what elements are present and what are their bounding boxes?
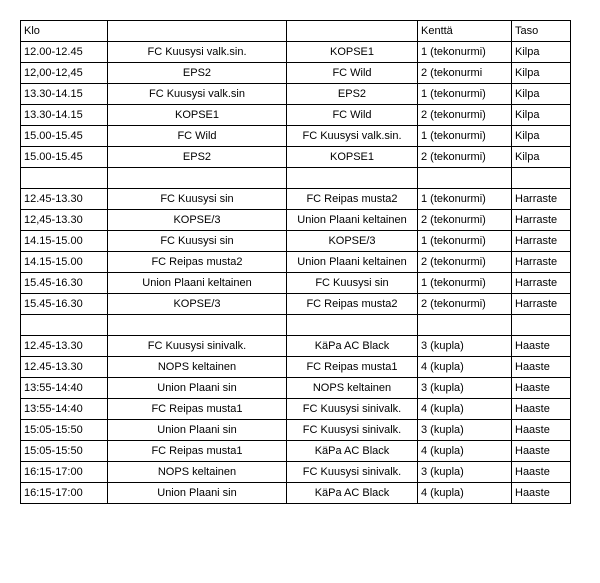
cell-field: 3 (kupla) bbox=[418, 336, 512, 357]
header-field: Kenttä bbox=[418, 21, 512, 42]
cell-field: 2 (tekonurmi) bbox=[418, 252, 512, 273]
cell-home-team bbox=[108, 168, 287, 189]
cell-home-team: Union Plaani sin bbox=[108, 420, 287, 441]
cell-time: 12.45-13.30 bbox=[21, 336, 108, 357]
cell-field: 1 (tekonurmi) bbox=[418, 231, 512, 252]
cell-level: Haaste bbox=[512, 462, 571, 483]
cell-time: 15.45-16.30 bbox=[21, 294, 108, 315]
cell-level: Haaste bbox=[512, 441, 571, 462]
separator-row bbox=[21, 315, 571, 336]
cell-time: 13:55-14:40 bbox=[21, 399, 108, 420]
cell-field: 4 (kupla) bbox=[418, 441, 512, 462]
table-row bbox=[21, 294, 571, 315]
cell-away-team: KäPa AC Black bbox=[287, 441, 418, 462]
schedule-body bbox=[21, 21, 571, 504]
cell-time: 14.15-15.00 bbox=[21, 252, 108, 273]
cell-home-team: FC Kuusysi sin bbox=[108, 231, 287, 252]
cell-home-team: FC Kuusysi sinivalk. bbox=[108, 336, 287, 357]
cell-field: 2 (tekonurmi) bbox=[418, 105, 512, 126]
cell-time: 12.00-12.45 bbox=[21, 42, 108, 63]
separator-row bbox=[21, 168, 571, 189]
cell-home-team: FC Kuusysi sin bbox=[108, 189, 287, 210]
cell-home-team: FC Reipas musta2 bbox=[108, 252, 287, 273]
cell-time: 14.15-15.00 bbox=[21, 231, 108, 252]
cell-field: 1 (tekonurmi) bbox=[418, 189, 512, 210]
cell-field: 3 (kupla) bbox=[418, 462, 512, 483]
cell-away-team: KäPa AC Black bbox=[287, 336, 418, 357]
cell-time bbox=[21, 315, 108, 336]
header-away bbox=[287, 21, 418, 42]
cell-away-team: KOPSE1 bbox=[287, 42, 418, 63]
cell-time: 12.45-13.30 bbox=[21, 189, 108, 210]
cell-field: 1 (tekonurmi) bbox=[418, 42, 512, 63]
cell-level: Harraste bbox=[512, 273, 571, 294]
cell-home-team: FC Kuusysi valk.sin bbox=[108, 84, 287, 105]
cell-level: Kilpa bbox=[512, 42, 571, 63]
table-row bbox=[21, 273, 571, 294]
cell-away-team bbox=[287, 315, 418, 336]
cell-time bbox=[21, 168, 108, 189]
cell-time: 12.45-13.30 bbox=[21, 357, 108, 378]
cell-time: 13.30-14.15 bbox=[21, 84, 108, 105]
cell-level: Harraste bbox=[512, 231, 571, 252]
cell-away-team: FC Wild bbox=[287, 105, 418, 126]
cell-home-team: NOPS keltainen bbox=[108, 357, 287, 378]
cell-time: 15:05-15:50 bbox=[21, 420, 108, 441]
cell-home-team: Union Plaani keltainen bbox=[108, 273, 287, 294]
cell-away-team: KäPa AC Black bbox=[287, 483, 418, 504]
table-row bbox=[21, 147, 571, 168]
cell-time: 15:05-15:50 bbox=[21, 441, 108, 462]
cell-level: Kilpa bbox=[512, 105, 571, 126]
cell-home-team: NOPS keltainen bbox=[108, 462, 287, 483]
cell-level bbox=[512, 168, 571, 189]
cell-home-team: Union Plaani sin bbox=[108, 483, 287, 504]
cell-away-team: NOPS keltainen bbox=[287, 378, 418, 399]
cell-home-team: EPS2 bbox=[108, 147, 287, 168]
cell-field: 4 (kupla) bbox=[418, 357, 512, 378]
cell-field: 2 (tekonurmi bbox=[418, 63, 512, 84]
table-row bbox=[21, 462, 571, 483]
table-row bbox=[21, 357, 571, 378]
cell-away-team: FC Reipas musta1 bbox=[287, 357, 418, 378]
cell-field bbox=[418, 315, 512, 336]
header-home bbox=[108, 21, 287, 42]
cell-field: 2 (tekonurmi) bbox=[418, 294, 512, 315]
header-time: Klo bbox=[21, 21, 108, 42]
table-row bbox=[21, 210, 571, 231]
cell-level: Haaste bbox=[512, 336, 571, 357]
table-row bbox=[21, 483, 571, 504]
cell-away-team: EPS2 bbox=[287, 84, 418, 105]
cell-time: 15.00-15.45 bbox=[21, 147, 108, 168]
cell-time: 15.45-16.30 bbox=[21, 273, 108, 294]
table-row bbox=[21, 42, 571, 63]
schedule-table bbox=[20, 20, 571, 504]
cell-level: Haaste bbox=[512, 420, 571, 441]
cell-time: 16:15-17:00 bbox=[21, 462, 108, 483]
cell-home-team: KOPSE1 bbox=[108, 105, 287, 126]
cell-level: Kilpa bbox=[512, 84, 571, 105]
cell-time: 12,45-13.30 bbox=[21, 210, 108, 231]
cell-home-team: Union Plaani sin bbox=[108, 378, 287, 399]
cell-time: 13.30-14.15 bbox=[21, 105, 108, 126]
cell-home-team: FC Reipas musta1 bbox=[108, 441, 287, 462]
cell-home-team: KOPSE/3 bbox=[108, 210, 287, 231]
table-row bbox=[21, 63, 571, 84]
table-row bbox=[21, 189, 571, 210]
cell-away-team: KOPSE/3 bbox=[287, 231, 418, 252]
cell-away-team: FC Reipas musta2 bbox=[287, 189, 418, 210]
cell-home-team: EPS2 bbox=[108, 63, 287, 84]
cell-away-team: FC Kuusysi sinivalk. bbox=[287, 462, 418, 483]
cell-level: Harraste bbox=[512, 189, 571, 210]
cell-field: 3 (kupla) bbox=[418, 420, 512, 441]
table-row bbox=[21, 336, 571, 357]
cell-away-team: Union Plaani keltainen bbox=[287, 252, 418, 273]
table-row bbox=[21, 378, 571, 399]
cell-away-team bbox=[287, 168, 418, 189]
table-row bbox=[21, 105, 571, 126]
cell-away-team: Union Plaani keltainen bbox=[287, 210, 418, 231]
cell-field: 1 (tekonurmi) bbox=[418, 126, 512, 147]
cell-home-team: FC Wild bbox=[108, 126, 287, 147]
cell-field: 2 (tekonurmi) bbox=[418, 147, 512, 168]
cell-field: 1 (tekonurmi) bbox=[418, 273, 512, 294]
table-row bbox=[21, 441, 571, 462]
cell-field: 4 (kupla) bbox=[418, 483, 512, 504]
cell-level: Haaste bbox=[512, 378, 571, 399]
cell-time: 15.00-15.45 bbox=[21, 126, 108, 147]
table-row bbox=[21, 231, 571, 252]
cell-away-team: FC Kuusysi sinivalk. bbox=[287, 399, 418, 420]
cell-level: Haaste bbox=[512, 357, 571, 378]
table-row bbox=[21, 420, 571, 441]
cell-level: Harraste bbox=[512, 210, 571, 231]
cell-time: 16:15-17:00 bbox=[21, 483, 108, 504]
cell-level: Kilpa bbox=[512, 126, 571, 147]
cell-time: 13:55-14:40 bbox=[21, 378, 108, 399]
header-row bbox=[21, 21, 571, 42]
cell-away-team: FC Kuusysi sinivalk. bbox=[287, 420, 418, 441]
cell-away-team: FC Kuusysi valk.sin. bbox=[287, 126, 418, 147]
cell-away-team: FC Reipas musta2 bbox=[287, 294, 418, 315]
cell-away-team: FC Kuusysi sin bbox=[287, 273, 418, 294]
cell-field: 3 (kupla) bbox=[418, 378, 512, 399]
cell-away-team: FC Wild bbox=[287, 63, 418, 84]
cell-level: Haaste bbox=[512, 483, 571, 504]
cell-level: Haaste bbox=[512, 399, 571, 420]
cell-away-team: KOPSE1 bbox=[287, 147, 418, 168]
cell-level: Harraste bbox=[512, 252, 571, 273]
table-row bbox=[21, 399, 571, 420]
cell-home-team: FC Kuusysi valk.sin. bbox=[108, 42, 287, 63]
cell-home-team: KOPSE/3 bbox=[108, 294, 287, 315]
cell-field bbox=[418, 168, 512, 189]
cell-field: 2 (tekonurmi) bbox=[418, 210, 512, 231]
cell-level: Kilpa bbox=[512, 147, 571, 168]
cell-field: 1 (tekonurmi) bbox=[418, 84, 512, 105]
table-row bbox=[21, 126, 571, 147]
table-row bbox=[21, 84, 571, 105]
cell-home-team: FC Reipas musta1 bbox=[108, 399, 287, 420]
cell-time: 12,00-12,45 bbox=[21, 63, 108, 84]
cell-level: Kilpa bbox=[512, 63, 571, 84]
cell-level: Harraste bbox=[512, 294, 571, 315]
cell-home-team bbox=[108, 315, 287, 336]
header-level: Taso bbox=[512, 21, 571, 42]
cell-level bbox=[512, 315, 571, 336]
table-row bbox=[21, 252, 571, 273]
cell-field: 4 (kupla) bbox=[418, 399, 512, 420]
